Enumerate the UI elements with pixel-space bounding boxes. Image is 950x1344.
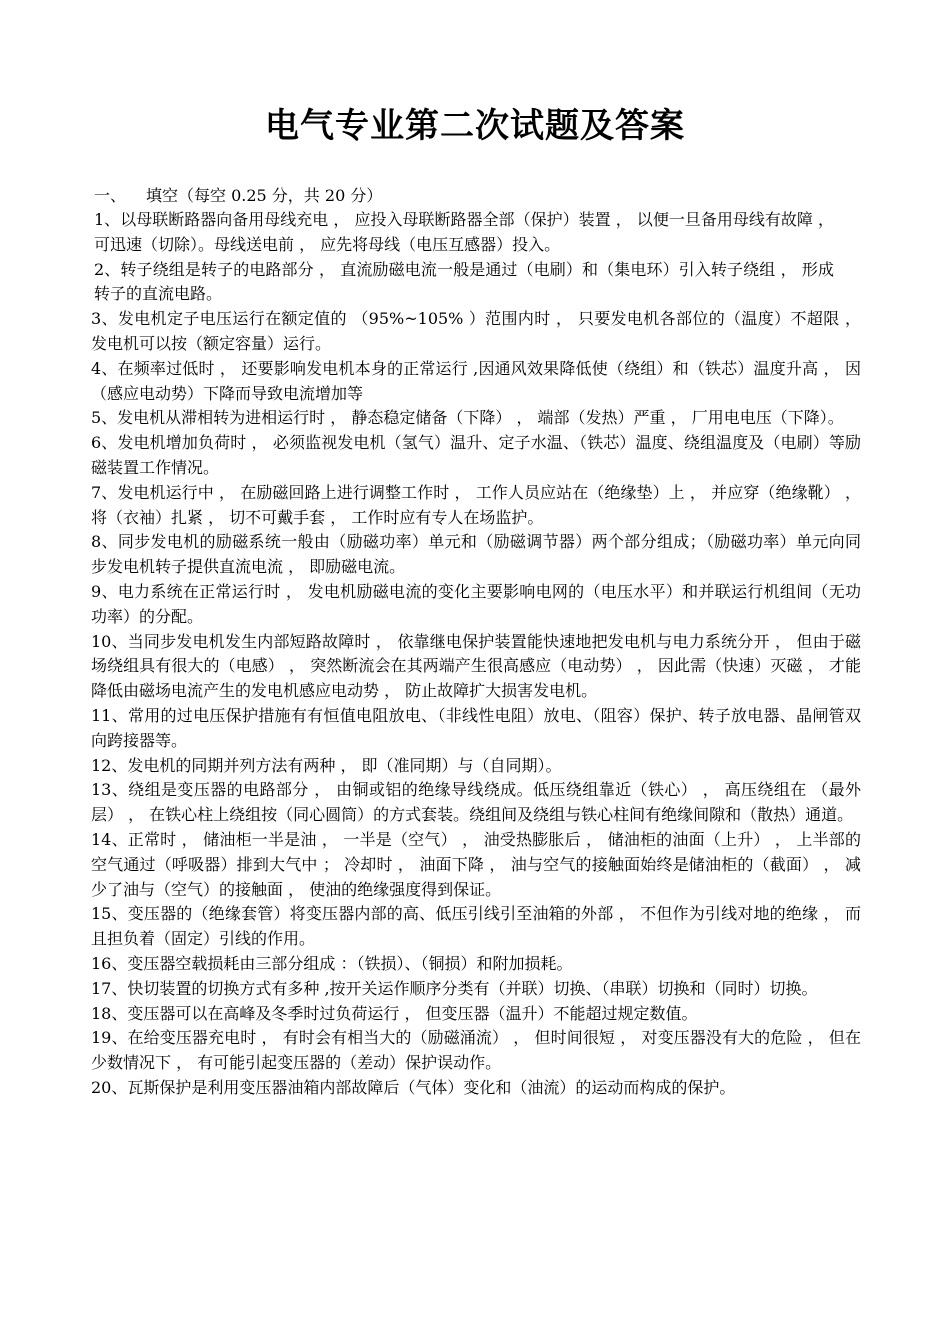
question-item: 12、发电机的同期并列方法有两种 ， 即（准同期）与（自同期）。 <box>91 755 562 775</box>
question-item: 10、当同步发电机发生内部短路故障时 ， 依靠继电保护装置能快速地把发电机与电力系统分开 ， 但由于磁场绕组具有很大的（电感） ， 突然断流会在其两端产生很高感应（电动势） ， 因此需（快速）灭磁 ， 才能降低由磁场电流产生的发电机感应电动势 ， 防止故障扩大损害发电机。 <box>91 631 861 701</box>
section-heading <box>94 184 854 208</box>
question-item: 6、发电机增加负荷时 ， 必须监视发电机（氢气）温升、定子水温、（铁芯）温度、绕组温度及（电刷）等励磁装置工作情况。 <box>91 433 861 477</box>
page-title: 电气专业第二次试题及答案 <box>265 106 685 146</box>
question-item: 3、发电机定子电压运行在额定值的 （95%~105% ）范围内时 ， 只要发电机各部位的（温度）不超限 ， 发电机可以按（额定容量）运行。 <box>91 309 861 353</box>
question-item: 19、在给变压器充电时 ， 有时会有相当大的（励磁涌流） ， 但时间很短 ， 对变压器没有大的危险 ， 但在少数情况下 ， 有可能引起变压器的（差动）保护误动作。 <box>91 1028 861 1073</box>
question-item: 20、瓦斯保护是利用变压器油箱内部故障后（气体）变化和（油流）的运动而构成的保护。 <box>91 1077 736 1097</box>
question-item: 15、变压器的（绝缘套管）将变压器内部的高、低压引线引至油箱的外部 ， 不但作为引线对地的绝缘 ， 而且担负着（固定）引线的作用。 <box>91 904 861 949</box>
question-item: 4、在频率过低时 ， 还要影响发电机本身的正常运行 ,因通风效果降低使（绕组）和（铁芯）温度升高 ， 因（感应电动势）下降而导致电流增加等 <box>91 358 861 403</box>
section-heading-text: 填空（每空 0.25 分，共 20 分） <box>146 186 383 205</box>
question-list <box>91 208 861 1101</box>
question-item: 16、变压器空载损耗由三部分组成 ：（铁损）、（铜损）和附加损耗。 <box>91 953 573 973</box>
question-item: 5、发电机从滞相转为进相运行时 ， 静态稳定储备（下降） ， 端部（发热）严重 ， 厂用电电压（下降）。 <box>91 408 844 428</box>
section-number: 一、 <box>94 186 127 205</box>
question-item: 14、正常时 ， 储油柜一半是油 ， 一半是（空气） ， 油受热膨胀后 ， 储油柜的油面（上升） ， 上半部的空气通过（呼吸器）排到大气中 ； 冷却时 ， 油面下降 ， 油与空气的接触面始终是储油柜的（截面） ， 减少了油与（空气）的接触面 ， 使油的绝缘强度得到保证。 <box>91 829 861 899</box>
question-item: 2、转子绕组是转子的电路部分 ， 直流励磁电流一般是通过（电刷）和（集电环）引入转子绕组 ， 形成转子的直流电路。 <box>94 259 834 304</box>
question-item: 1、以母联断路器向备用母线充电 ， 应投入母联断路器全部（保护）装置 ， 以便一旦备用母线有故障 ， 可迅速（切除）。母线送电前 ， 应先将母线（电压互感器）投入。 <box>94 210 834 254</box>
question-item: 7、发电机运行中 ， 在励磁回路上进行调整工作时 ， 工作人员应站在（绝缘垫）上 ， 并应穿（绝缘靴） ， 将（衣袖）扎紧 ， 切不可戴手套 ， 工作时应有专人在场监护。 <box>91 482 861 527</box>
question-item: 18、变压器可以在高峰及冬季时过负荷运行 ， 但变压器（温升）不能超过规定数值。 <box>91 1003 698 1023</box>
question-item: 13、绕组是变压器的电路部分 ， 由铜或铝的绝缘导线绕成。低压绕组靠近（铁心） ， 高压绕组在 （最外层） ， 在铁心柱上绕组按（同心圆筒）的方式套装。绕组间及绕组与铁心柱间有绝缘间隙和（散热）通道。 <box>91 780 861 825</box>
question-item: 8、同步发电机的励磁系统一般由（励磁功率）单元和（励磁调节器）两个部分组成；（励磁功率）单元向同步发电机转子提供直流电流 ， 即励磁电流。 <box>91 532 861 577</box>
question-item: 11、常用的过电压保护措施有有恒值电阻放电、（非线性电阻）放电、（阻容）保护、转子放电器、晶闸管双向跨接器等。 <box>91 705 861 750</box>
question-item: 17、快切装置的切换方式有多种 ,按开关运作顺序分类有（并联）切换、（串联）切换和（同时）切换。 <box>91 978 818 998</box>
question-item: 9、电力系统在正常运行时 ， 发电机励磁电流的变化主要影响电网的（电压水平）和并联运行机组间（无功功率）的分配。 <box>91 581 861 626</box>
